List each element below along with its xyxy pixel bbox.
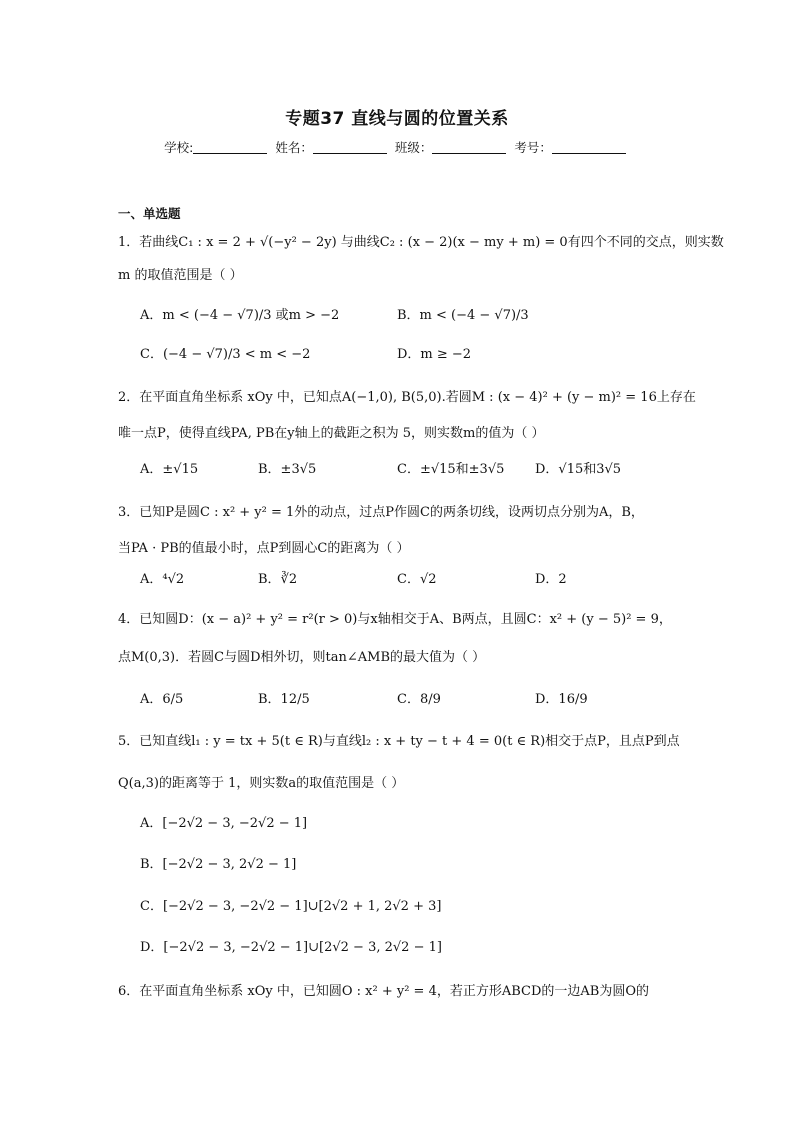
school-field[interactable] (193, 141, 267, 154)
question-3-line2: 当PA · PB的值最小时，点P到圆心C的距离为（ ） (118, 541, 410, 556)
question-3-line1: 3．已知P是圆C : x² + y² = 1外的动点，过点P作圆C的两条切线，设两切点分别为A，B， (118, 505, 644, 520)
question-5-line2: Q(a,3)的距离等于 1，则实数a的取值范围是（ ） (118, 776, 405, 791)
name-label: 姓名： (275, 140, 313, 155)
page-title: 专题37 直线与圆的位置关系 (285, 109, 509, 129)
question-5-option-c[interactable]: C．[−2√2 − 3, −2√2 − 1]∪[2√2 + 1, 2√2 + 3] (140, 899, 442, 914)
question-4-line1: 4．已知圆D：(x − a)² + y² = r²(r > 0)与x轴相交于A、B两点，且圆C：x² + (y − 5)² = 9， (118, 612, 672, 627)
question-6-line1: 6．在平面直角坐标系 xOy 中，已知圆O : x² + y² = 4，若正方形ABCD的一边AB为圆O的 (118, 984, 650, 999)
question-1-option-a[interactable]: A．m < (−4 − √7)/3 或m > −2 (140, 308, 340, 323)
name-field[interactable] (313, 141, 387, 154)
question-2-option-d[interactable]: D．√15和3√5 (535, 462, 622, 477)
question-3-option-b[interactable]: B．∛2 (258, 572, 298, 587)
question-2-option-a[interactable]: A．±√15 (140, 462, 199, 477)
question-4-option-c[interactable]: C．8/9 (397, 692, 441, 707)
class-field[interactable] (432, 141, 506, 154)
student-info-line (0, 138, 794, 156)
question-2-line1: 2．在平面直角坐标系 xOy 中，已知点A(−1,0), B(5,0).若圆M : (x − 4)² + (y − m)² = 16上存在 (118, 390, 696, 405)
exam-number-label: 考号： (514, 140, 552, 155)
question-5-option-b[interactable]: B．[−2√2 − 3, 2√2 − 1] (140, 857, 297, 872)
question-1-line2: m 的取值范围是（ ） (118, 268, 243, 283)
question-1-option-d[interactable]: D．m ≥ −2 (397, 347, 472, 362)
question-5-line1: 5．已知直线l₁ : y = tx + 5(t ∈ R)与直线l₂ : x + ty − t + 4 = 0(t ∈ R)相交于点P，且点P到点 (118, 734, 680, 749)
question-5-option-d[interactable]: D．[−2√2 − 3, −2√2 − 1]∪[2√2 − 3, 2√2 − 1] (140, 940, 442, 955)
question-4-option-a[interactable]: A．6/5 (140, 692, 184, 707)
question-2-option-b[interactable]: B．±3√5 (258, 462, 317, 477)
question-4-option-d[interactable]: D．16/9 (535, 692, 588, 707)
question-1-line1: 1．若曲线C₁ : x = 2 + √(−y² − 2y) 与曲线C₂ : (x − 2)(x − my + m) = 0有四个不同的交点，则实数 (118, 235, 724, 250)
question-5-option-a[interactable]: A．[−2√2 − 3, −2√2 − 1] (140, 816, 308, 831)
question-3-option-d[interactable]: D．2 (535, 572, 567, 587)
question-1-option-b[interactable]: B．m < (−4 − √7)/3 (397, 308, 529, 323)
question-4-line2: 点M(0,3)．若圆C与圆D相外切，则tan∠AMB的最大值为（ ） (118, 650, 486, 665)
question-3-option-a[interactable]: A．⁴√2 (140, 572, 185, 587)
exam-number-field[interactable] (552, 141, 626, 154)
class-label: 班级： (394, 140, 433, 155)
question-2-line2: 唯一点P，使得直线PA, PB在y轴上的截距之积为 5，则实数m的值为（ ） (118, 426, 545, 441)
question-4-option-b[interactable]: B．12/5 (258, 692, 310, 707)
school-label: 学校: (164, 140, 194, 155)
section-heading: 一、单选题 (118, 206, 181, 221)
question-1-option-c[interactable]: C．(−4 − √7)/3 < m < −2 (140, 347, 311, 362)
question-2-option-c[interactable]: C．±√15和±3√5 (397, 462, 505, 477)
question-3-option-c[interactable]: C．√2 (397, 572, 437, 587)
